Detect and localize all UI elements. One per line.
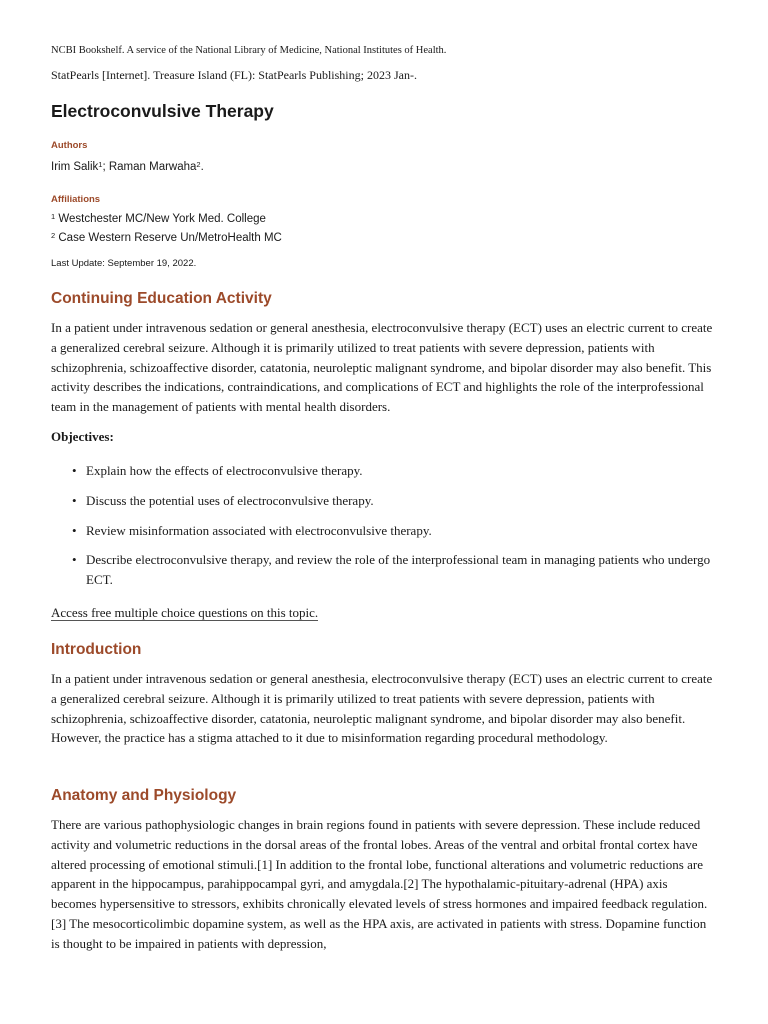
objective-item <box>51 521 716 541</box>
author-affiliation-ref: 2 <box>196 160 201 169</box>
author-separator: . <box>200 161 204 173</box>
page-title: Electroconvulsive Therapy <box>51 101 274 121</box>
section-heading-anatomy: Anatomy and Physiology <box>51 787 237 804</box>
access-questions-link[interactable]: Access free multiple choice questions on this topic. <box>51 605 319 620</box>
objective-text: Describe electroconvulsive therapy, and review the role of the interprofessional team in managing patients who undergo ECT. <box>86 552 711 588</box>
author-separator: ; <box>102 161 109 173</box>
affiliation-number: 1 <box>51 212 56 221</box>
affiliation-text: Westchester MC/New York Med. College <box>58 213 266 225</box>
affiliation-item <box>51 212 266 227</box>
anatomy-paragraph: There are various pathophysiologic changes in brain regions found in patients with severe depression. These include reduced activity and volumetric reductions in the dorsal areas of the frontal lobes. Areas of the ventral and orbital frontal cortex have altered processing of emotional stimuli.[1] In addition to the frontal lobe, functional alterations and volumetric reductions are apparent in the hippocampus, parahippocampal gyri, and amygdala.[2] The hypothalamic-pituitary-adrenal (HPA) axis becomes hypersensitive to stressors, exhibits chronically elevated levels of stress hormones and impaired feedback regulation. [3] The mesocorticolimbic dopamine system, as well as the HPA axis, are activated in patients with stress. Dopamine function is thought to be impaired in patients with depression, <box>51 817 708 951</box>
objective-text: Review misinformation associated with electroconvulsive therapy. <box>86 522 432 538</box>
bullet-icon: • <box>72 463 77 478</box>
bullet-icon: • <box>72 552 77 568</box>
author-name[interactable]: Irim Salik <box>51 161 99 173</box>
affiliation-item <box>51 231 282 246</box>
author-affiliation-ref: 1 <box>98 160 103 169</box>
section-heading-continuing: Continuing Education Activity <box>51 290 272 307</box>
objective-text: Discuss the potential uses of electroconvulsive therapy. <box>86 492 374 508</box>
objective-text: Explain how the effects of electroconvulsive therapy. <box>86 463 363 478</box>
introduction-paragraph: In a patient under intravenous sedation or general anesthesia, electroconvulsive therapy (ECT) uses an electric current to create a generalized cerebral seizure. Although it is primarily utilized to treat patients with severe depression, patients with schizophrenia, schizoaffective disorder, catatonia, neuroleptic malignant syndrome, and bipolar disorder may also benefit. However, the practice has a stigma attached to it due to misinformation regarding procedural methodology. <box>51 671 713 746</box>
authors-label: Authors <box>51 140 88 151</box>
affiliation-number: 2 <box>51 231 56 240</box>
author-name[interactable]: Raman Marwaha <box>108 161 197 173</box>
objectives-label: Objectives: <box>51 429 114 444</box>
objectives-list <box>51 461 716 590</box>
continuing-paragraph: In a patient under intravenous sedation or general anesthesia, electroconvulsive therapy (ECT) uses an electric current to create a generalized cerebral seizure. Although it is primarily utilized to treat patients with severe depression, patients with schizophrenia, schizoaffective disorder, catatonia, neuroleptic malignant syndrome, and bipolar disorder may also benefit. This activity describes the indications, contraindications, and complications of ECT and highlights the role of the interprofessional team in the management of patients with mental health disorders. <box>51 320 713 415</box>
bullet-icon: • <box>72 522 77 538</box>
section-heading-introduction: Introduction <box>51 641 142 658</box>
affiliations-label: Affiliations <box>51 194 101 205</box>
objective-item <box>51 550 716 590</box>
objective-item <box>51 491 716 511</box>
bullet-icon: • <box>72 492 77 508</box>
access-questions-row <box>51 604 318 622</box>
citation-line: StatPearls [Internet]. Treasure Island (FL): StatPearls Publishing; 2023 Jan-. <box>51 68 417 82</box>
affiliation-text: Case Western Reserve Un/MetroHealth MC <box>58 232 282 244</box>
bookshelf-notice: NCBI Bookshelf. A service of the National Library of Medicine, National Institutes of Health. <box>51 45 447 56</box>
objective-item <box>51 461 716 481</box>
last-update: Last Update: September 19, 2022. <box>51 258 197 269</box>
authors-list <box>51 160 204 175</box>
